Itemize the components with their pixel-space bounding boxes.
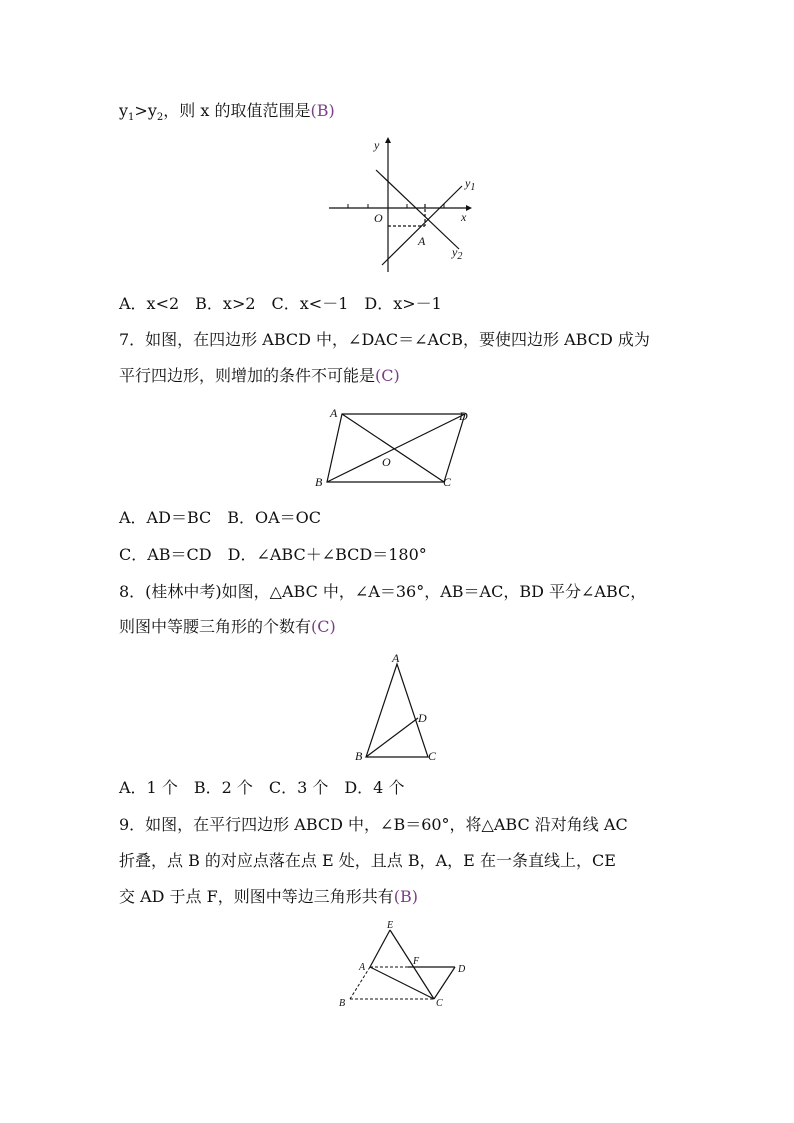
- q9-label-a: A: [359, 962, 366, 973]
- q8-label-d: D: [418, 711, 427, 725]
- q7-label-b: B: [315, 475, 323, 489]
- q6-answer: (B): [310, 101, 335, 120]
- q7-label-d: D: [459, 409, 468, 423]
- q6-options: A．x<2 B．x>2 C．x<－1 D．x>－1: [119, 294, 442, 313]
- q8-label-c: C: [428, 749, 437, 763]
- q6-ineq: $y_1>y_2$: [119, 101, 164, 124]
- q9-label-c: C: [436, 998, 443, 1009]
- q7-options-line2: C．AB＝CD D．∠ABC＋∠BCD＝180°: [119, 545, 427, 564]
- q8-stem-text: 则图中等腰三角形的个数有: [119, 617, 312, 636]
- q8-label-b: B: [355, 749, 363, 763]
- q9-stem-line2: 折叠，点 B 的对应点落在点 E 处，且点 B，A，E 在一条直线上，CE: [119, 851, 616, 870]
- q8-answer: (C): [311, 617, 336, 636]
- q7-answer: (C): [375, 366, 400, 385]
- q8-label-a: A: [392, 651, 400, 665]
- q7-stem-line1: 7．如图，在四边形 ABCD 中，∠DAC＝∠ACB，要使四边形 ABCD 成为: [119, 330, 650, 349]
- q9-stem-line1: 9．如图，在平行四边形 ABCD 中，∠B＝60°，将△ABC 沿对角线 AC: [119, 815, 628, 834]
- q6-label-y: y: [374, 138, 380, 152]
- q6-label-a: A: [418, 234, 426, 248]
- q9-segment-dc: [434, 967, 455, 999]
- q7-label-a: A: [330, 406, 338, 420]
- q9-label-d: D: [458, 964, 466, 975]
- q7-options-line1: A．AD＝BC B．OA＝OC: [119, 508, 322, 527]
- q9-segment-ae: [370, 930, 390, 967]
- q6-stem-tail: ，则 x 的取值范围是: [163, 101, 311, 120]
- q6-label-x: x: [461, 210, 467, 224]
- q6-label-y1: $y_1$: [465, 176, 476, 193]
- q7-label-c: C: [443, 475, 452, 489]
- q6-label-o: O: [374, 211, 383, 225]
- q9-label-f: F: [413, 956, 420, 967]
- q8-options: A．1 个 B．2 个 C．3 个 D．4 个: [119, 778, 405, 797]
- q9-label-e: E: [387, 920, 394, 931]
- q7-stem-text: 平行四边形，则增加的条件不可能是: [119, 366, 376, 385]
- q6-label-y2: $y_2$: [452, 245, 463, 262]
- q8-stem-line1: 8．(桂林中考)如图，△ABC 中，∠A＝36°，AB＝AC，BD 平分∠ABC，: [119, 582, 647, 601]
- q9-label-b: B: [339, 998, 346, 1009]
- q7-label-o: O: [382, 455, 391, 469]
- q9-stem-text: 交 AD 于点 F，则图中等边三角形共有: [119, 887, 394, 906]
- q9-answer: (B): [393, 887, 418, 906]
